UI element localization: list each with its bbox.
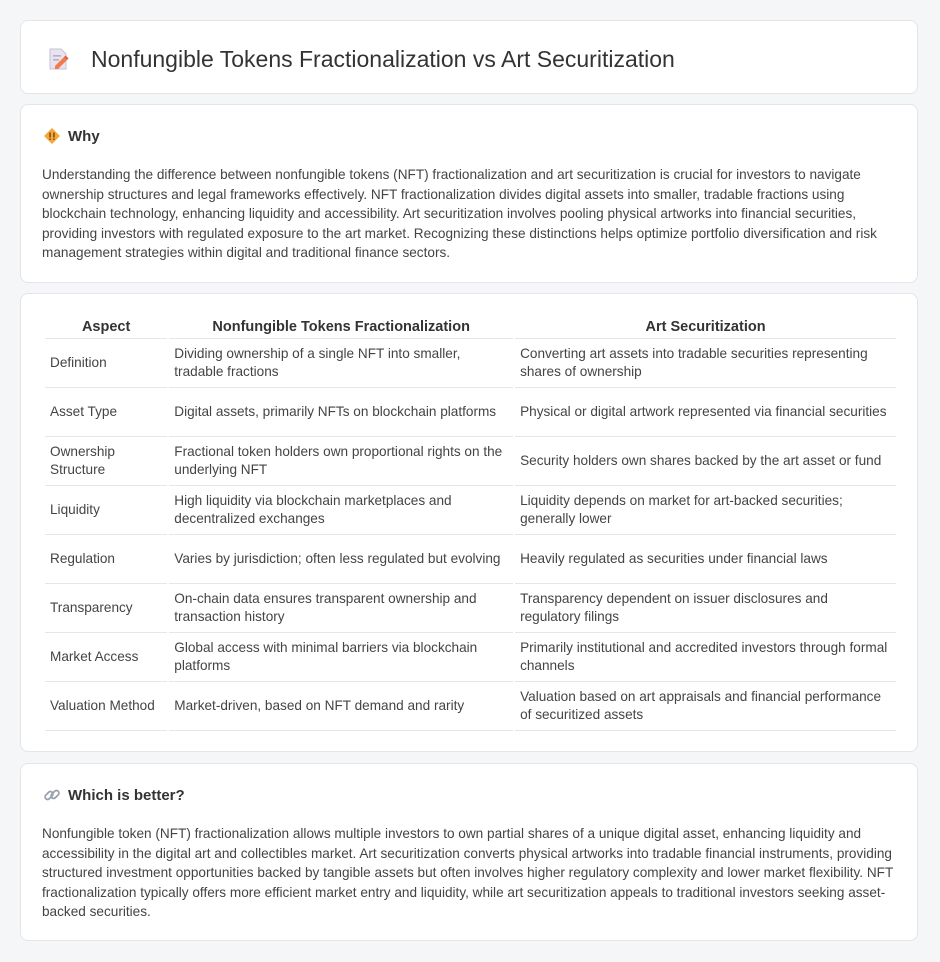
art-cell: Heavily regulated as securities under financial laws xyxy=(515,535,896,584)
table-row xyxy=(45,339,896,388)
table-row xyxy=(45,682,896,731)
art-cell: Valuation based on art appraisals and financial performance of securitized assets xyxy=(515,682,896,731)
title-card xyxy=(20,20,918,94)
aspect-cell: Regulation xyxy=(45,535,167,584)
diamond-warning-icon xyxy=(43,127,61,145)
table-row xyxy=(45,437,896,486)
header-aspect: Aspect xyxy=(45,316,167,339)
which-better-section xyxy=(20,763,918,941)
art-cell: Security holders own shares backed by the art asset or fund xyxy=(515,437,896,486)
link-icon xyxy=(43,786,61,804)
better-text: Nonfungible token (NFT) fractionalization allows multiple investors to own partial shares of a unique digital asset, enhancing liquidity and accessibility in the digital art and collectibles market. Art securitization converts physical artworks into tradable financial instruments, providing structured investment opportunities backed by tangible assets but often involves higher regulatory complexity and lower market flexibility. NFT fractionalization typically offers more efficient market entry and liquidity, while art securitization appeals to traditional investors seeking asset-backed securities. xyxy=(42,826,894,919)
better-title: Which is better? xyxy=(68,786,185,804)
nft-cell: High liquidity via blockchain marketplaces and decentralized exchanges xyxy=(169,486,513,535)
title-row xyxy=(45,45,675,73)
nft-cell: Dividing ownership of a single NFT into smaller, tradable fractions xyxy=(169,339,513,388)
nft-cell: Market-driven, based on NFT demand and rarity xyxy=(169,682,513,731)
table-row xyxy=(45,584,896,633)
aspect-cell: Definition xyxy=(45,339,167,388)
nft-cell: Varies by jurisdiction; often less regulated but evolving xyxy=(169,535,513,584)
aspect-cell: Liquidity xyxy=(45,486,167,535)
why-text: Understanding the difference between nonfungible tokens (NFT) fractionalization and art securitization is crucial for investors to navigate ownership structures and legal frameworks effectively. NFT fractionalization divides digital assets into smaller, tradable fractions using blockchain technology, enhancing liquidity and accessibility. Art securitization involves pooling physical artworks into financial securities, providing investors with regulated exposure to the art market. Recognizing these distinctions helps optimize portfolio diversification and risk management strategies within digital and traditional finance sectors. xyxy=(42,167,877,260)
document-pen-icon xyxy=(45,46,71,72)
why-section xyxy=(20,104,918,283)
aspect-cell: Ownership Structure xyxy=(45,437,167,486)
art-cell: Liquidity depends on market for art-backed securities; generally lower xyxy=(515,486,896,535)
aspect-cell: Asset Type xyxy=(45,388,167,437)
table-row xyxy=(45,388,896,437)
table-row xyxy=(45,633,896,682)
art-cell: Transparency dependent on issuer disclosures and regulatory filings xyxy=(515,584,896,633)
aspect-cell: Transparency xyxy=(45,584,167,633)
nft-cell: Fractional token holders own proportional rights on the underlying NFT xyxy=(169,437,513,486)
page-title: Nonfungible Tokens Fractionalization vs Art Securitization xyxy=(91,46,675,72)
aspect-cell: Market Access xyxy=(45,633,167,682)
art-cell: Primarily institutional and accredited investors through formal channels xyxy=(515,633,896,682)
header-art: Art Securitization xyxy=(515,316,896,339)
nft-cell: On-chain data ensures transparent ownership and transaction history xyxy=(169,584,513,633)
why-title: Why xyxy=(68,127,100,145)
better-heading xyxy=(43,786,185,804)
comparison-section xyxy=(20,293,918,752)
table-row xyxy=(45,535,896,584)
why-heading xyxy=(43,127,100,145)
nft-cell: Global access with minimal barriers via blockchain platforms xyxy=(169,633,513,682)
header-nft: Nonfungible Tokens Fractionalization xyxy=(169,316,513,339)
comparison-table xyxy=(43,316,898,731)
table-header-row xyxy=(45,316,896,339)
aspect-cell: Valuation Method xyxy=(45,682,167,731)
nft-cell: Digital assets, primarily NFTs on blockchain platforms xyxy=(169,388,513,437)
table-row xyxy=(45,486,896,535)
art-cell: Physical or digital artwork represented via financial securities xyxy=(515,388,896,437)
art-cell: Converting art assets into tradable securities representing shares of ownership xyxy=(515,339,896,388)
